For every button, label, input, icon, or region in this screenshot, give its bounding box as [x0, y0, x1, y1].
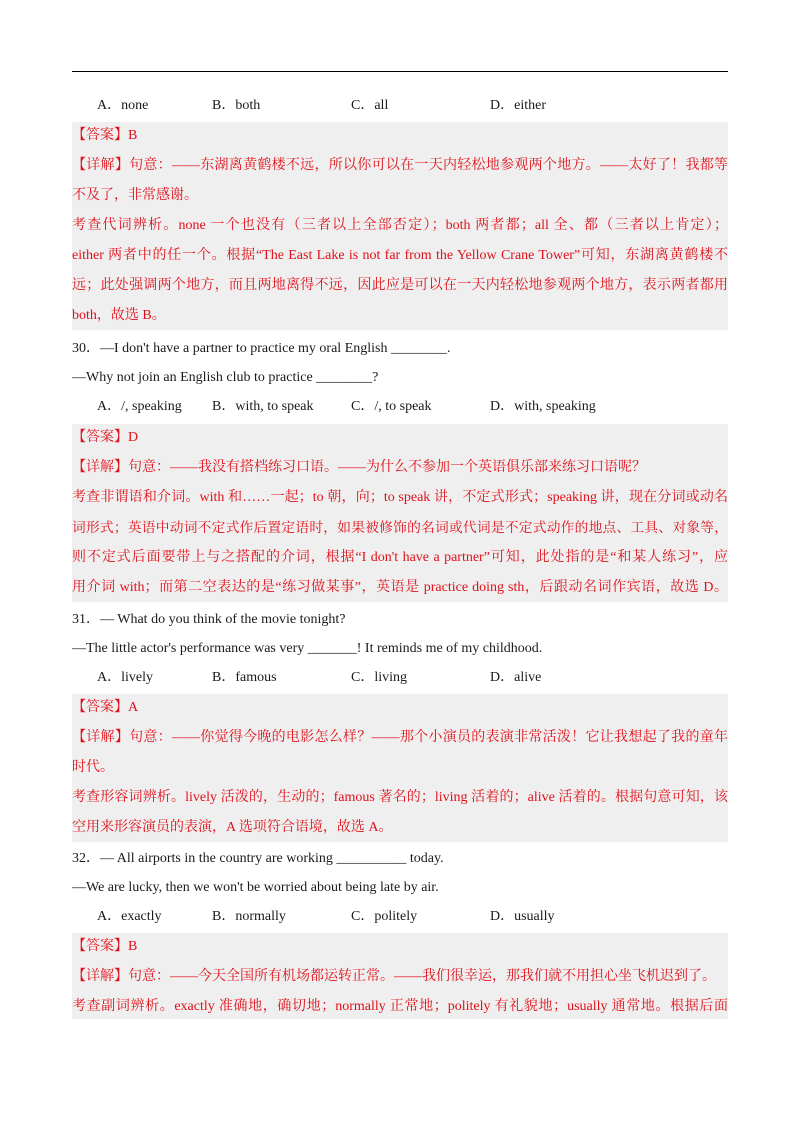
q31-explanation-line: 时代。	[72, 760, 114, 775]
q31-answer: 【答案】A	[72, 700, 139, 715]
q31-explanation-line: 考查形容词辨析。lively 活泼的，生动的；famous 著名的；living 活着的；alive 活着的。根据句意可知，该	[72, 790, 728, 805]
q29-explanation-line: both，故选 B。	[72, 308, 166, 323]
q30-option-d: D．with, speaking	[490, 399, 596, 414]
q30-answer: 【答案】D	[72, 430, 139, 445]
q32-options	[97, 907, 727, 927]
q30-explanation-line: 词形式；英语中动词不定式作后置定语时，如果被修饰的名词或代词是不定式动作的地点、工具、对象等，	[72, 520, 728, 535]
header-rule	[72, 71, 728, 72]
q31-stem-reply: —The little actor's performance was very _______! It reminds me of my childhood.	[72, 641, 543, 656]
q31-explanation-line: 【详解】句意：——你觉得今晚的电影怎么样？——那个小演员的表演非常活泼！它让我想起了我的童年	[72, 730, 728, 745]
q30-stem-reply: —Why not join an English club to practice ________?	[72, 370, 379, 385]
q32-explanation-line: 考查副词辨析。exactly 准确地，确切地；normally 正常地；politely 有礼貌地；usually 通常地。根据后面	[72, 999, 728, 1014]
q31-options	[97, 668, 727, 688]
q29-explanation-line: 考查代词辨析。none 一个也没有（三者以上全部否定）；both 两者都；all 全、都（三者以上肯定）；	[72, 218, 728, 233]
q32-answer-block	[72, 933, 728, 1019]
q31-option-b: B．famous	[212, 670, 277, 685]
q31-stem: 31．— What do you think of the movie tonight?	[72, 612, 346, 627]
q30-stem: 30．—I don't have a partner to practice my oral English ________.	[72, 341, 451, 356]
q30-explanation-line: 用介词 with；而第二空表达的是“练习做某事”，英语是 practice doing sth，后跟动名词作宾语，故选 D。	[72, 580, 728, 595]
q32-option-b: B．normally	[212, 909, 286, 924]
q30-option-b: B．with, to speak	[212, 399, 314, 414]
q29-option-c: C．all	[351, 98, 389, 113]
q32-stem: 32．— All airports in the country are working __________ today.	[72, 851, 444, 866]
q30-explanation-line: 考查非谓语和介词。with 和……一起；to 朝，向；to speak 讲，不定式形式；speaking 讲，现在分词或动名	[72, 490, 728, 505]
q31-explanation-line: 空用来形容演员的表演，A 选项符合语境，故选 A。	[72, 820, 393, 835]
q32-stem-reply: —We are lucky, then we won't be worried about being late by air.	[72, 880, 439, 895]
q30-option-c: C．/, to speak	[351, 399, 432, 414]
q30-answer-block	[72, 424, 728, 602]
q31-option-a: A．lively	[97, 670, 153, 685]
q29-explanation-line: 远；此处强调两个地方，而且两地离得不远，因此应是可以在一天内轻松地参观两个地方，表示两者都用	[72, 278, 728, 293]
q32-answer: 【答案】B	[72, 939, 138, 954]
q30-explanation-line: 【详解】句意：——我没有搭档练习口语。——为什么不参加一个英语俱乐部来练习口语呢？	[72, 460, 646, 475]
q32-option-a: A．exactly	[97, 909, 162, 924]
q32-option-c: C．politely	[351, 909, 418, 924]
q31-option-d: D．alive	[490, 670, 542, 685]
q29-explanation-line: either 两者中的任一个。根据“The East Lake is not far from the Yellow Crane Tower”可知，东湖离黄鹤楼不	[72, 248, 728, 263]
q29-options	[97, 96, 727, 116]
q29-answer: 【答案】B	[72, 128, 138, 143]
q29-answer-block	[72, 122, 728, 330]
q29-explanation-line: 不及了，非常感谢。	[72, 188, 198, 203]
q29-explanation-line: 【详解】句意：——东湖离黄鹤楼不远，所以你可以在一天内轻松地参观两个地方。——太好了！我都等	[72, 158, 728, 173]
q29-option-d: D．either	[490, 98, 546, 113]
q29-option-b: B．both	[212, 98, 261, 113]
q30-options	[97, 397, 727, 417]
q30-explanation-line: 则不定式后面要带上与之搭配的介词，根据“I don't have a partner”可知，此处指的是“和某人练习”，应	[72, 550, 728, 565]
q30-option-a: A．/, speaking	[97, 399, 182, 414]
q32-option-d: D．usually	[490, 909, 555, 924]
q31-answer-block	[72, 694, 728, 842]
q31-option-c: C．living	[351, 670, 408, 685]
q32-explanation-line: 【详解】句意：——今天全国所有机场都运转正常。——我们很幸运，那我们就不用担心坐飞机迟到了。	[72, 969, 716, 984]
q29-option-a: A．none	[97, 98, 149, 113]
